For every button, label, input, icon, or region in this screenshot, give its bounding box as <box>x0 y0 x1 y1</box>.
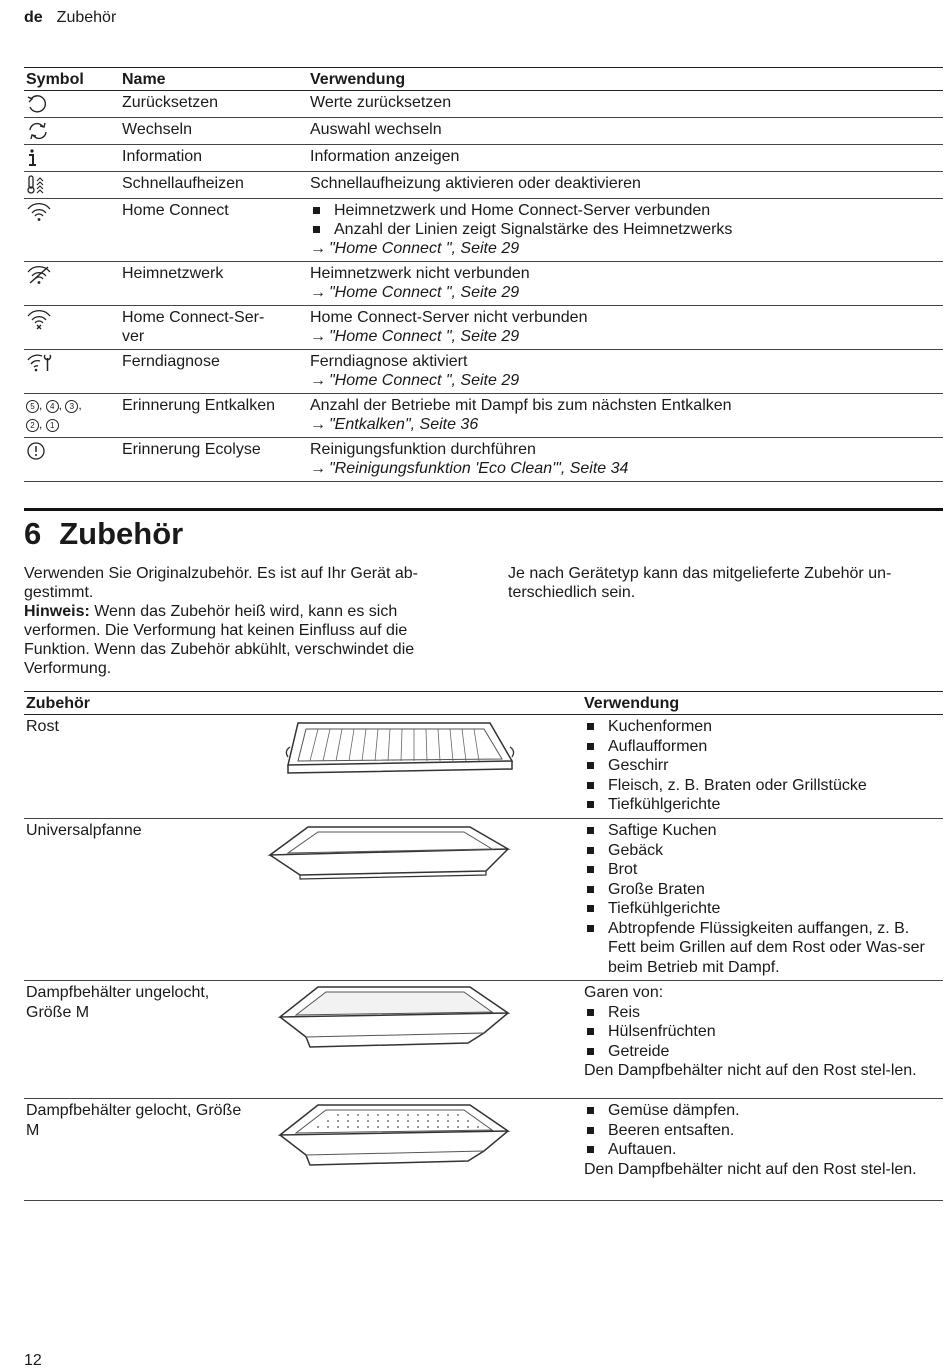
list-item: Getreide <box>584 1042 941 1062</box>
counter-1-icon: 1 <box>46 419 59 432</box>
bullet-list <box>310 201 941 239</box>
table-row <box>24 715 943 819</box>
col-usage: Verwendung <box>582 692 943 715</box>
row-text: Reinigungsfunktion durchführen <box>310 441 536 458</box>
list-item: Heimnetzwerk und Home Connect-Server verbunden <box>310 201 941 220</box>
table-row <box>24 981 943 1099</box>
col-accessory: Zubehör <box>24 692 256 715</box>
usage-post: Den Dampfbehälter nicht auf den Rost stel-len. <box>584 1160 917 1178</box>
section-title: Zubehör <box>59 516 184 551</box>
language-code: de <box>24 9 43 26</box>
page-header <box>24 9 116 27</box>
list-item: Anzahl der Linien zeigt Signalstärke des Heimnetzwerks <box>310 220 941 239</box>
list-item: Tiefkühlgerichte <box>584 795 941 815</box>
wire-rack-image <box>256 715 582 819</box>
col-name: Name <box>120 68 308 91</box>
descale-counter-icon: 5 , 4 , 3 , 2 , 1 <box>26 398 82 431</box>
list-item: Große Braten <box>584 880 941 900</box>
reference-link[interactable]: "Reinigungsfunktion 'Eco Clean'", Seite 34 <box>329 460 629 477</box>
counter-4-icon: 4 <box>46 400 59 413</box>
list-item: Auflaufformen <box>584 737 941 757</box>
list-item: Gebäck <box>584 841 941 861</box>
list-item: Tiefkühlgerichte <box>584 899 941 919</box>
note-paragraph <box>24 602 464 678</box>
reference-link[interactable]: "Entkalken", Seite 36 <box>329 416 479 433</box>
note-text: Wenn das Zubehör heiß wird, kann es sich verformen. Die Verformung hat keinen Einfluss auf die Funktion. Wenn das Zubehör abkühlt, verschwindet die Verformung. <box>24 603 415 677</box>
table-row <box>24 1099 943 1201</box>
table-row <box>24 172 943 199</box>
row-name: Schnellaufheizen <box>120 172 308 199</box>
steam-container-perforated-image <box>256 1099 582 1201</box>
steam-container-solid-image <box>256 981 582 1099</box>
list-item: Gemüse dämpfen. <box>584 1101 941 1121</box>
list-item: Abtropfende Flüssigkeiten auffangen, z. B. Fett beim Grillen auf dem Rost oder Was-ser beim Betrieb mit Dampf. <box>584 919 941 978</box>
intro-column-right <box>508 564 938 602</box>
reference-link[interactable]: "Home Connect ", Seite 29 <box>329 372 520 389</box>
note-label: Hinweis: <box>24 603 90 620</box>
list-item: Fleisch, z. B. Braten oder Grillstücke <box>584 776 941 796</box>
row-text: Home Connect-Server nicht verbunden <box>310 309 588 326</box>
accessory-name: Dampfbehälter gelocht, Größe M <box>24 1099 256 1201</box>
accessory-name: Universalpfanne <box>24 819 256 981</box>
list-item: Hülsenfrüchten <box>584 1022 941 1042</box>
row-name: Zurücksetzen <box>120 91 308 118</box>
row-text: Schnellaufheizung aktivieren oder deaktivieren <box>308 172 943 199</box>
reference-link[interactable]: "Home Connect ", Seite 29 <box>329 284 520 301</box>
row-text: Heimnetzwerk nicht verbunden <box>310 265 530 282</box>
page-reference[interactable]: → "Home Connect ", Seite 29 <box>310 372 520 389</box>
row-text: Information anzeigen <box>308 145 943 172</box>
counter-3-icon: 3 <box>65 400 78 413</box>
intro-column-left <box>24 564 464 678</box>
table-row <box>24 394 943 438</box>
symbol-table <box>24 67 943 482</box>
row-name: Erinnerung Ecolyse <box>120 438 308 482</box>
table-row <box>24 145 943 172</box>
rapid-heat-icon <box>26 175 118 195</box>
counter-5-icon: 5 <box>26 400 39 413</box>
header-title: Zubehör <box>56 9 117 26</box>
usage-list <box>584 821 941 977</box>
accessory-name: Dampfbehälter ungelocht, Größe M <box>24 981 256 1099</box>
list-item: Geschirr <box>584 756 941 776</box>
list-item: Brot <box>584 860 941 880</box>
row-text: Ferndiagnose aktiviert <box>310 353 468 370</box>
wifi-server-off-icon <box>26 309 118 331</box>
page-reference[interactable]: → "Home Connect ", Seite 29 <box>310 328 520 345</box>
page-reference[interactable]: → "Reinigungsfunktion 'Eco Clean'", Seite 34 <box>310 460 629 477</box>
usage-list <box>584 1101 941 1160</box>
page-reference[interactable]: → "Home Connect ", Seite 29 <box>310 284 520 301</box>
counter-2-icon: 2 <box>26 419 39 432</box>
section-divider <box>24 508 943 511</box>
row-name: Heimnetzwerk <box>120 262 308 306</box>
row-name: Wechseln <box>120 118 308 145</box>
list-item: Saftige Kuchen <box>584 821 941 841</box>
universal-pan-image <box>256 819 582 981</box>
col-image <box>256 692 582 715</box>
usage-pre: Garen von: <box>584 984 664 1001</box>
section-heading <box>24 516 183 552</box>
accessory-name: Rost <box>24 715 256 819</box>
intro-text: Verwenden Sie Originalzubehör. Es ist auf Ihr Gerät ab-gestimmt. <box>24 565 418 601</box>
info-icon <box>26 148 118 168</box>
reference-link[interactable]: "Home Connect ", Seite 29 <box>329 328 520 345</box>
remote-diagnosis-icon <box>26 353 118 373</box>
table-row <box>24 438 943 482</box>
alert-circle-icon <box>26 441 118 461</box>
usage-list <box>584 717 941 815</box>
switch-icon <box>26 121 118 141</box>
page-reference[interactable]: → "Entkalken", Seite 36 <box>310 416 479 433</box>
table-row <box>24 262 943 306</box>
page-reference[interactable]: → "Home Connect ", Seite 29 <box>310 240 520 257</box>
row-name: Ferndiagnose <box>120 350 308 394</box>
table-row <box>24 199 943 262</box>
table-row <box>24 350 943 394</box>
table-row <box>24 819 943 981</box>
row-name: Home Connect-Ser- ver <box>120 306 308 350</box>
reference-link[interactable]: "Home Connect ", Seite 29 <box>329 240 520 257</box>
right-text: Je nach Gerätetyp kann das mitgelieferte Zubehör un-terschiedlich sein. <box>508 565 892 601</box>
usage-list <box>584 1003 941 1062</box>
table-row <box>24 306 943 350</box>
row-name: Information <box>120 145 308 172</box>
list-item: Kuchenformen <box>584 717 941 737</box>
row-text: Anzahl der Betriebe mit Dampf bis zum nächsten Entkalken <box>310 397 732 414</box>
usage-post: Den Dampfbehälter nicht auf den Rost stel-len. <box>584 1062 917 1079</box>
row-text: Werte zurücksetzen <box>308 91 943 118</box>
row-name: Home Connect <box>120 199 308 262</box>
page-number: 12 <box>24 1352 42 1369</box>
row-name: Erinnerung Entkalken <box>120 394 308 438</box>
reset-icon <box>26 94 118 114</box>
table-row <box>24 118 943 145</box>
list-item: Reis <box>584 1003 941 1023</box>
wifi-off-icon <box>26 265 118 285</box>
row-text: Auswahl wechseln <box>308 118 943 145</box>
table-row <box>24 91 943 118</box>
list-item: Beeren entsaften. <box>584 1121 941 1141</box>
wifi-icon <box>26 202 118 222</box>
col-usage: Verwendung <box>308 68 943 91</box>
section-number: 6 <box>24 516 42 551</box>
col-symbol: Symbol <box>24 68 120 91</box>
accessory-table <box>24 691 943 1201</box>
list-item: Auftauen. <box>584 1140 941 1160</box>
